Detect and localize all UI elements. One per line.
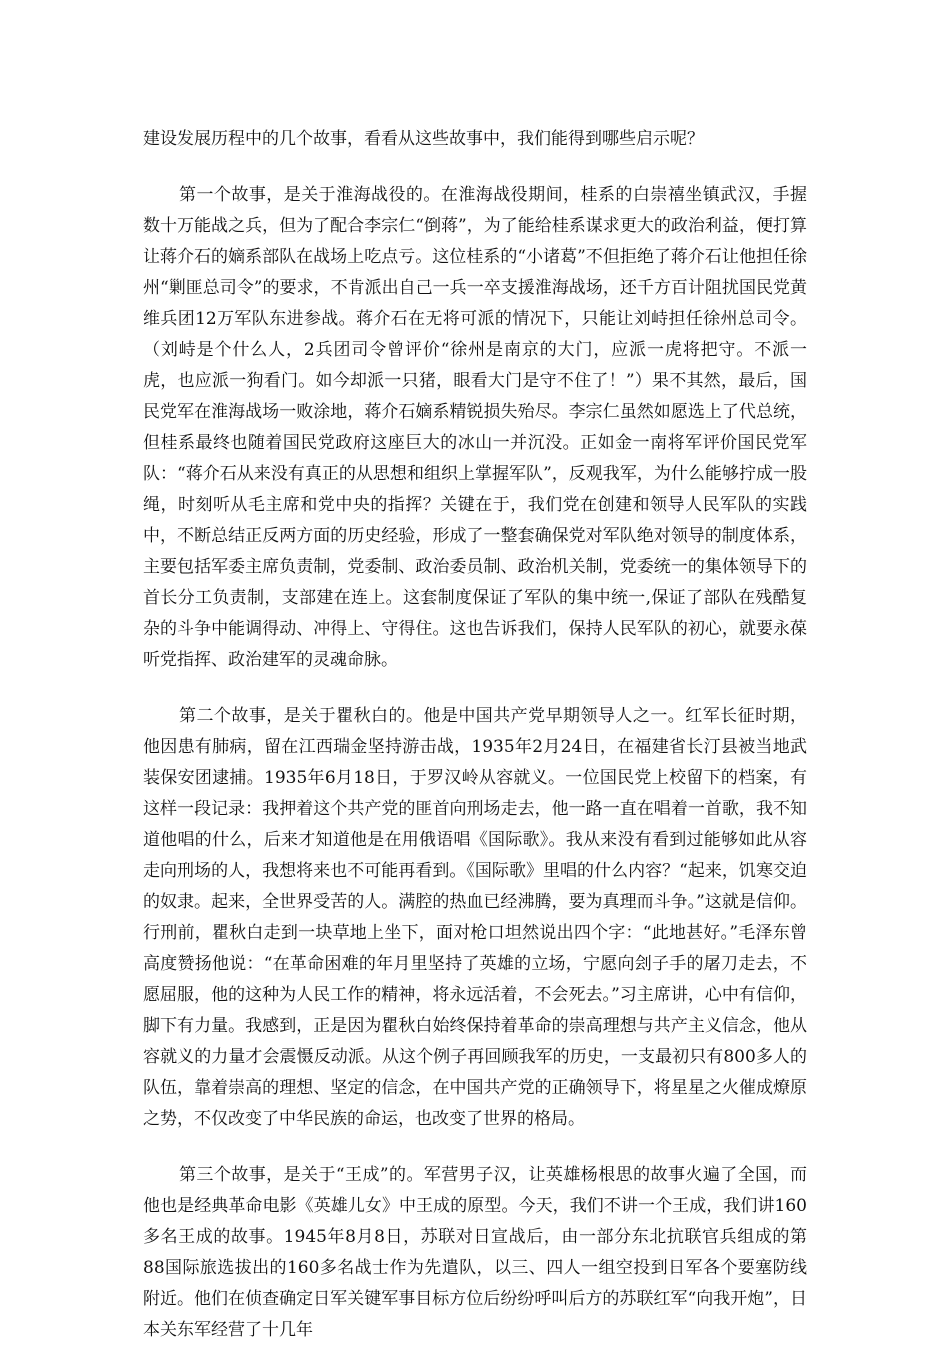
paragraph-story-two: 第二个故事，是关于瞿秋白的。他是中国共产党早期领导人之一。红军长征时期，他因患有肺病，留在江西瑞金坚持游击战，1935年2月24日，在福建省长汀县被当地武装保安团逮捕。1935年6月18日，于罗汉岭从容就义。一位国民党上校留下的档案，有这样一段记录：我押着这个共产党的匪首向刑场走去，他一路一直在唱着一首歌，我不知道他唱的什么，后来才知道他是在用俄语唱《国际歌》。我从来没有看到过能够如此从容走向刑场的人，我想将来也不可能再看到。《国际歌》里唱的什么内容？“起来，饥寒交迫的奴隶。起来，全世界受苦的人。满腔的热血已经沸腾，要为真理而斗争。”这就是信仰。行刑前，瞿秋白走到一块草地上坐下，面对枪口坦然说出四个字：“此地甚好。”毛泽东曾高度赞扬他说：“在革命困难的年月里坚持了英雄的立场，宁愿向刽子手的屠刀走去，不愿屈服，他的这种为人民工作的精神，将永远活着，不会死去。”习主席讲，心中有信仰，脚下有力量。我感到，正是因为瞿秋白始终保持着革命的崇高理想与共产主义信念，他从容就义的力量才会震慑反动派。从这个例子再回顾我军的历史，一支最初只有800多人的队伍，靠着崇高的理想、坚定的信念，在中国共产党的正确领导下，将星星之火催成燎原之势，不仅改变了中华民族的命运，也改变了世界的格局。	[143, 706, 807, 1129]
paragraph-story-three: 第三个故事，是关于“王成”的。军营男子汉，让英雄杨根思的故事火遍了全国，而他也是经典革命电影《英雄儿女》中王成的原型。今天，我们不讲一个王成，我们讲160多名王成的故事。1945年8月8日，苏联对日宣战后，由一部分东北抗联官兵组成的第88国际旅选拔出的160多名战士作为先遣队，以三、四人一组空投到日军各个要塞防线附近。他们在侦查确定日军关键军事目标方位后纷纷呼叫后方的苏联红军“向我开炮”，日本关东军经营了十几年	[143, 1165, 807, 1340]
paragraph-story-one: 第一个故事，是关于淮海战役的。在淮海战役期间，桂系的白崇禧坐镇武汉，手握数十万能战之兵，但为了配合李宗仁“倒蒋”，为了能给桂系谋求更大的政治利益，便打算让蒋介石的嫡系部队在战场上吃点亏。这位桂系的“小诸葛”不但拒绝了蒋介石让他担任徐州“剿匪总司令”的要求，不肯派出自己一兵一卒支援淮海战场，还千方百计阻扰国民党黄维兵团12万军队东进参战。蒋介石在无将可派的情况下，只能让刘峙担任徐州总司令。（刘峙是个什么人，2兵团司令曾评价“徐州是南京的大门，应派一虎将把守。不派一虎，也应派一狗看门。如今却派一只猪，眼看大门是守不住了！”）果不其然，最后，国民党军在淮海战场一败涂地，蒋介石嫡系精锐损失殆尽。李宗仁虽然如愿选上了代总统，但桂系最终也随着国民党政府这座巨大的冰山一并沉没。正如金一南将军评价国民党军队：“蒋介石从来没有真正的从思想和组织上掌握军队”，反观我军，为什么能够拧成一股绳，时刻听从毛主席和党中央的指挥？关键在于，我们党在创建和领导人民军队的实践中，不断总结正反两方面的历史经验，形成了一整套确保党对军队绝对领导的制度体系，主要包括军委主席负责制，党委制、政治委员制、政治机关制，党委统一的集体领导下的首长分工负责制，支部建在连上。这套制度保证了军队的集中统一,保证了部队在残酷复杂的斗争中能调得动、冲得上、守得住。这也告诉我们，保持人民军队的初心，就要永葆听党指挥、政治建军的灵魂命脉。	[143, 185, 807, 670]
paragraph-intro-tail: 建设发展历程中的几个故事，看看从这些故事中，我们能得到哪些启示呢？	[143, 129, 704, 149]
document-page	[143, 124, 807, 1371]
